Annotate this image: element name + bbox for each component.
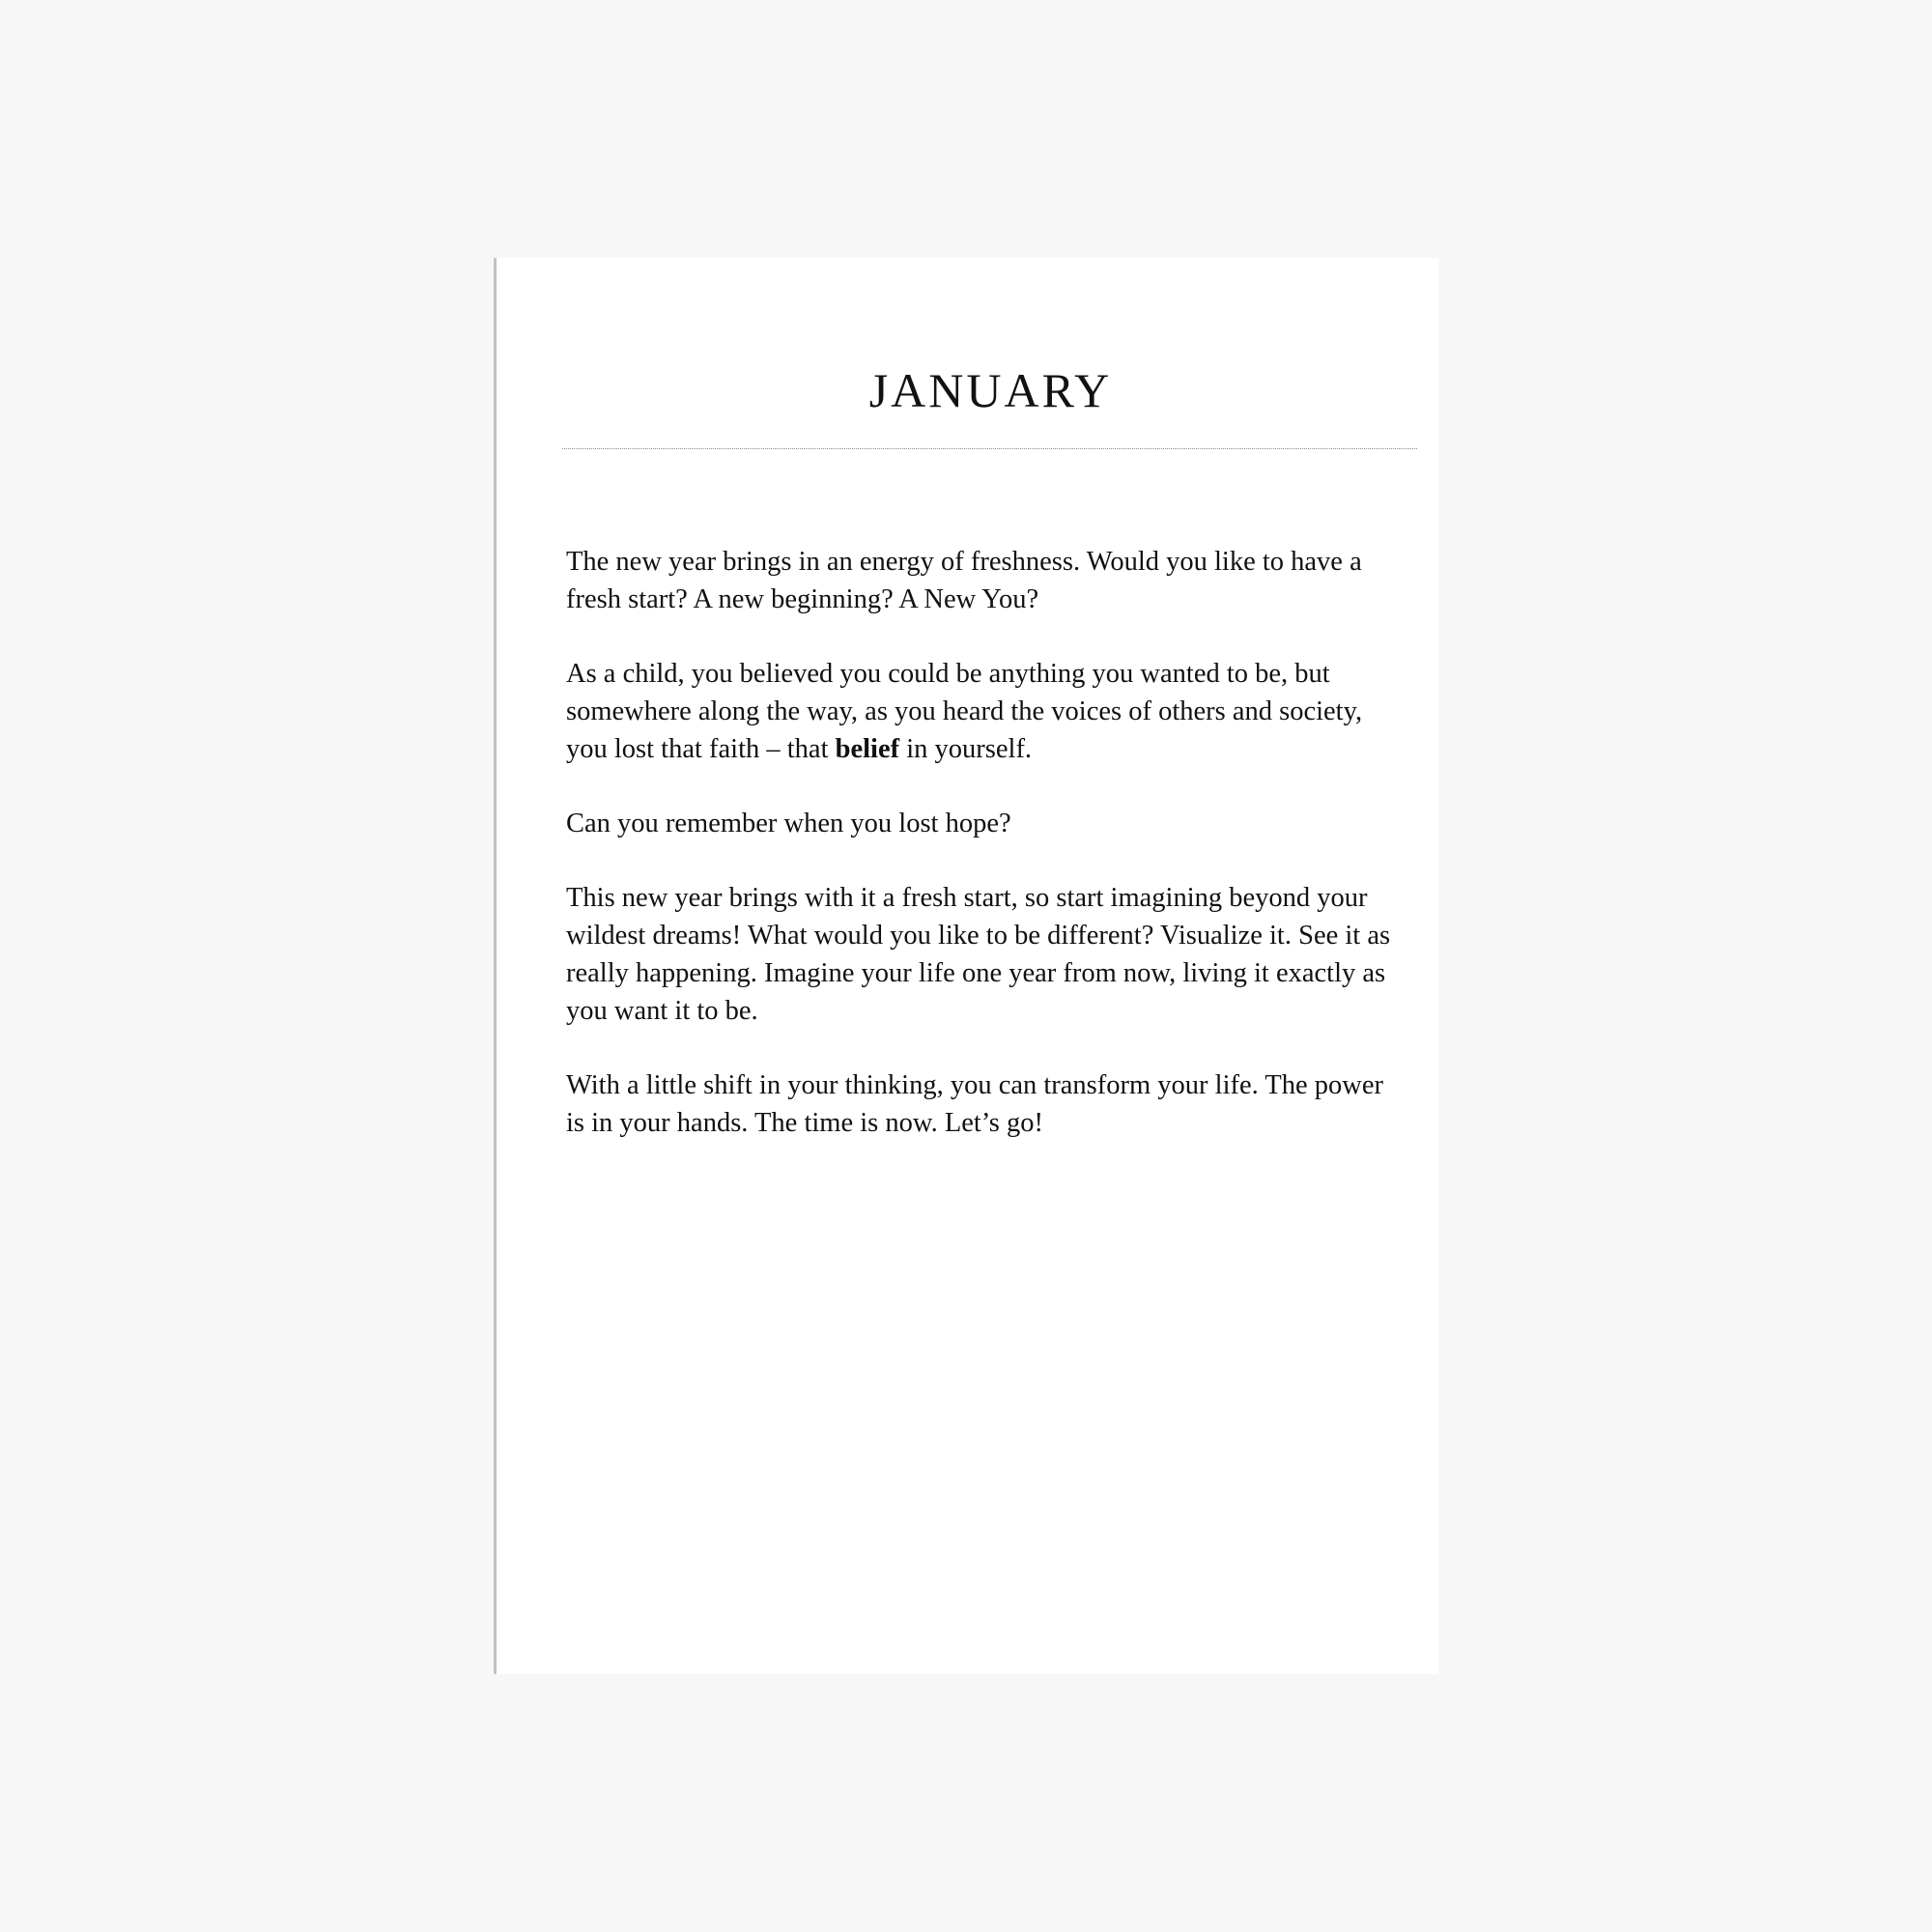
paragraph-2	[566, 655, 1396, 768]
title-divider	[562, 448, 1417, 449]
page-body	[566, 543, 1396, 1179]
paragraph-2-text-before: As a child, you believed you could be anything you wanted to be, but somewhere along the way, as you heard the voices of others and society, you lost that faith – that	[566, 659, 1363, 764]
paragraph-2-text-after: in yourself.	[899, 734, 1033, 764]
paragraph-4: This new year brings with it a fresh start, so start imagining beyond your wildest dreams! What would you like to be different? Visualize it. See it as really happening. Imagine your life one year from now, living it exactly as you want it to be.	[566, 883, 1391, 1026]
paragraph-3: Can you remember when you lost hope?	[566, 809, 1011, 838]
page-title: JANUARY	[868, 363, 1113, 417]
paragraph-5: With a little shift in your thinking, you can transform your life. The power is in your hands. The time is now. Let’s go!	[566, 1070, 1384, 1138]
emphasis-belief: belief	[835, 734, 900, 764]
document-page	[494, 258, 1438, 1674]
paragraph-1: The new year brings in an energy of freshness. Would you like to have a fresh start? A new beginning? A New You?	[566, 547, 1362, 614]
